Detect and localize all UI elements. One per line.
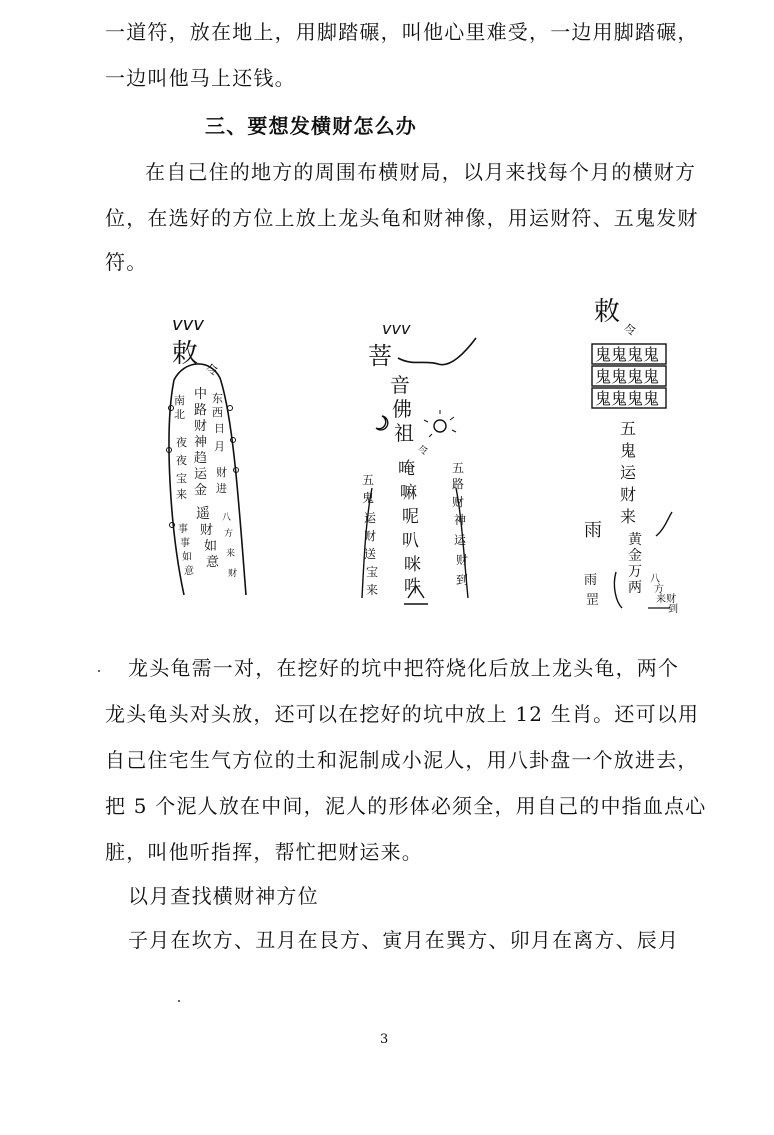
talisman-middle-l0: 五 <box>362 473 375 487</box>
talisman-middle-c3: 叭 <box>402 531 419 551</box>
talisman-left-bl0: 事 <box>178 524 188 535</box>
body-line-2: 一边叫他马上还钱。 <box>105 66 296 90</box>
moon-icon <box>376 416 388 430</box>
talisman-right-c1: 鬼 <box>620 441 637 460</box>
talisman-middle-r2: 财 <box>452 495 465 509</box>
talisman-right-row0: 鬼鬼鬼鬼 <box>595 345 660 364</box>
talisman-left-l0: 南 <box>174 394 185 407</box>
talisman-right-drawing <box>576 286 686 616</box>
talisman-middle-head: 菩 <box>368 342 392 370</box>
talisman-left-head: 敕 <box>172 339 199 369</box>
talisman-right-lw0: 黄 <box>628 532 642 548</box>
subheading: 以月查找横财神方位 <box>128 884 319 908</box>
talisman-right-c3: 财 <box>620 485 637 504</box>
talisman-right-row2: 鬼鬼鬼鬼 <box>595 389 660 408</box>
talisman-middle-r3: 神 <box>454 513 467 527</box>
talisman-left-c1: 路 <box>194 403 208 418</box>
talisman-right-lb0: 雨 <box>584 573 598 588</box>
talisman-middle-drawing <box>352 308 482 608</box>
sun-icon <box>434 420 446 432</box>
talisman-left-bl1: 事 <box>180 538 190 549</box>
talisman-right-rb3: 财 <box>666 594 676 605</box>
talisman-left-r1: 西 <box>212 406 223 419</box>
talisman-middle-r4: 运 <box>454 533 467 547</box>
talisman-left-r0: 东 <box>212 392 223 405</box>
body-line-1: 一道符，放在地上，用脚踏碾，叫他心里难受，一边用脚踏碾， <box>105 20 699 44</box>
talisman-middle-l1: 鬼 <box>362 491 375 505</box>
talisman-right-lw1: 金 <box>628 548 642 564</box>
talisman-right <box>576 286 686 616</box>
talisman-left-lc0: 遥 <box>196 506 210 522</box>
para1-line-1: 在自己住的地方的周围布横财局，以月来找每个月的横财方 <box>145 160 697 184</box>
talisman-right-lt0: 雨 <box>584 520 602 541</box>
talisman-left-r5: 进 <box>216 482 227 495</box>
talisman-left-c4: 趋 <box>194 451 208 466</box>
para2-line-4: 把 5 个泥人放在中间，泥人的形体必须全，用自己的中指血点心 <box>105 794 707 818</box>
talisman-left-br3: 财 <box>228 569 238 579</box>
talisman-left-r4: 财 <box>216 466 227 479</box>
talisman-right-sub: 令 <box>624 323 637 337</box>
talisman-left-br1: 方 <box>224 529 234 539</box>
talisman-middle-l4: 送 <box>364 547 377 561</box>
para2-line-1: 龙头龟需一对，在挖好的坑中把符烧化后放上龙头龟，两个 <box>128 656 680 680</box>
para2-line-3: 自己住宅生气方位的土和泥制成小泥人，用八卦盘一个放进去， <box>105 748 699 772</box>
talisman-middle-c1: 嘛 <box>400 483 417 503</box>
page-number: 3 <box>380 1032 389 1047</box>
talisman-middle-line3: 佛 <box>392 397 412 421</box>
talisman-middle-l6: 来 <box>366 583 379 597</box>
talisman-left-sub: 令 <box>206 363 219 377</box>
talisman-right-head: 敕 <box>594 297 621 327</box>
talisman-middle-r6: 到 <box>456 573 469 587</box>
talisman-right-rb2: 来 <box>656 594 666 605</box>
scan-speck <box>98 670 100 672</box>
talisman-left-bl2: 如 <box>182 552 192 563</box>
talisman-right-rb1: 方 <box>654 584 664 595</box>
talisman-right-c4: 来 <box>620 507 637 526</box>
body-last-line: 子月在坎方、丑月在艮方、寅月在巽方、卯月在离方、辰月 <box>128 928 680 952</box>
talisman-middle-l5: 宝 <box>366 565 379 579</box>
talisman-middle-top-mark: vvv <box>382 319 411 338</box>
talisman-middle-r1: 路 <box>452 477 465 491</box>
talisman-right-lw2: 万 <box>628 564 642 580</box>
talisman-right-lb1: 罡 <box>586 593 600 608</box>
talisman-middle-line2: 音 <box>390 373 410 397</box>
talisman-right-row1: 鬼鬼鬼鬼 <box>595 367 660 386</box>
talisman-left-br0: 八 <box>222 513 232 523</box>
talisman-middle-l3: 财 <box>364 529 377 543</box>
talisman-left-r2: 日 <box>214 422 225 435</box>
talisman-left <box>150 300 260 605</box>
talisman-left-l3: 夜 <box>176 454 187 467</box>
talisman-middle <box>352 308 482 608</box>
talisman-left-top-mark: vvv <box>172 314 204 335</box>
talisman-left-l2: 夜 <box>176 436 187 449</box>
talisman-middle-r5: 财 <box>456 553 469 567</box>
talisman-left-l5: 来 <box>176 488 187 501</box>
talisman-left-l4: 宝 <box>176 472 187 485</box>
para1-line-2: 位，在选好的方位上放上龙头龟和财神像，用运财符、五鬼发财 <box>105 206 699 230</box>
talisman-left-c6: 金 <box>194 483 208 498</box>
talisman-left-c3: 神 <box>194 435 208 450</box>
talisman-left-lc2: 如 <box>204 539 218 554</box>
talisman-left-lc3: 意 <box>206 555 220 570</box>
talisman-middle-c4: 咪 <box>404 555 421 575</box>
talisman-left-c0: 中 <box>194 387 208 402</box>
talisman-right-rb4: 到 <box>668 604 678 615</box>
talisman-middle-sub: 令 <box>418 446 428 457</box>
talisman-left-drawing <box>150 300 260 605</box>
talisman-left-c2: 财 <box>194 419 208 434</box>
talisman-right-c2: 运 <box>620 463 637 482</box>
talisman-middle-c5: 吽 <box>404 577 421 597</box>
talisman-left-c5: 运 <box>194 467 208 482</box>
para2-line-2: 龙头龟头对头放，还可以在挖好的坑中放上 12 生肖。还可以用 <box>105 702 700 726</box>
talisman-middle-c2: 呢 <box>402 507 419 527</box>
talisman-right-rb0: 八 <box>650 574 660 585</box>
para2-line-5: 脏，叫他听指挥，帮忙把财运来。 <box>105 840 423 864</box>
scan-speck <box>178 1000 180 1002</box>
talisman-left-l1: 北 <box>174 408 185 421</box>
talisman-left-lc1: 财 <box>200 523 214 538</box>
talisman-right-lw3: 两 <box>628 580 642 596</box>
talisman-left-r3: 月 <box>214 440 225 453</box>
talisman-right-c0: 五 <box>620 419 637 438</box>
para1-line-3: 符。 <box>105 250 148 274</box>
talisman-middle-line4: 祖 <box>394 421 414 445</box>
section-heading: 三、要想发横财怎么办 <box>205 114 417 138</box>
talisman-middle-c0: 唵 <box>398 459 415 479</box>
talisman-middle-l2: 运 <box>364 511 377 525</box>
talisman-left-br2: 来 <box>226 549 236 559</box>
talisman-left-bl3: 意 <box>184 566 194 577</box>
talisman-middle-r0: 五 <box>452 461 465 475</box>
